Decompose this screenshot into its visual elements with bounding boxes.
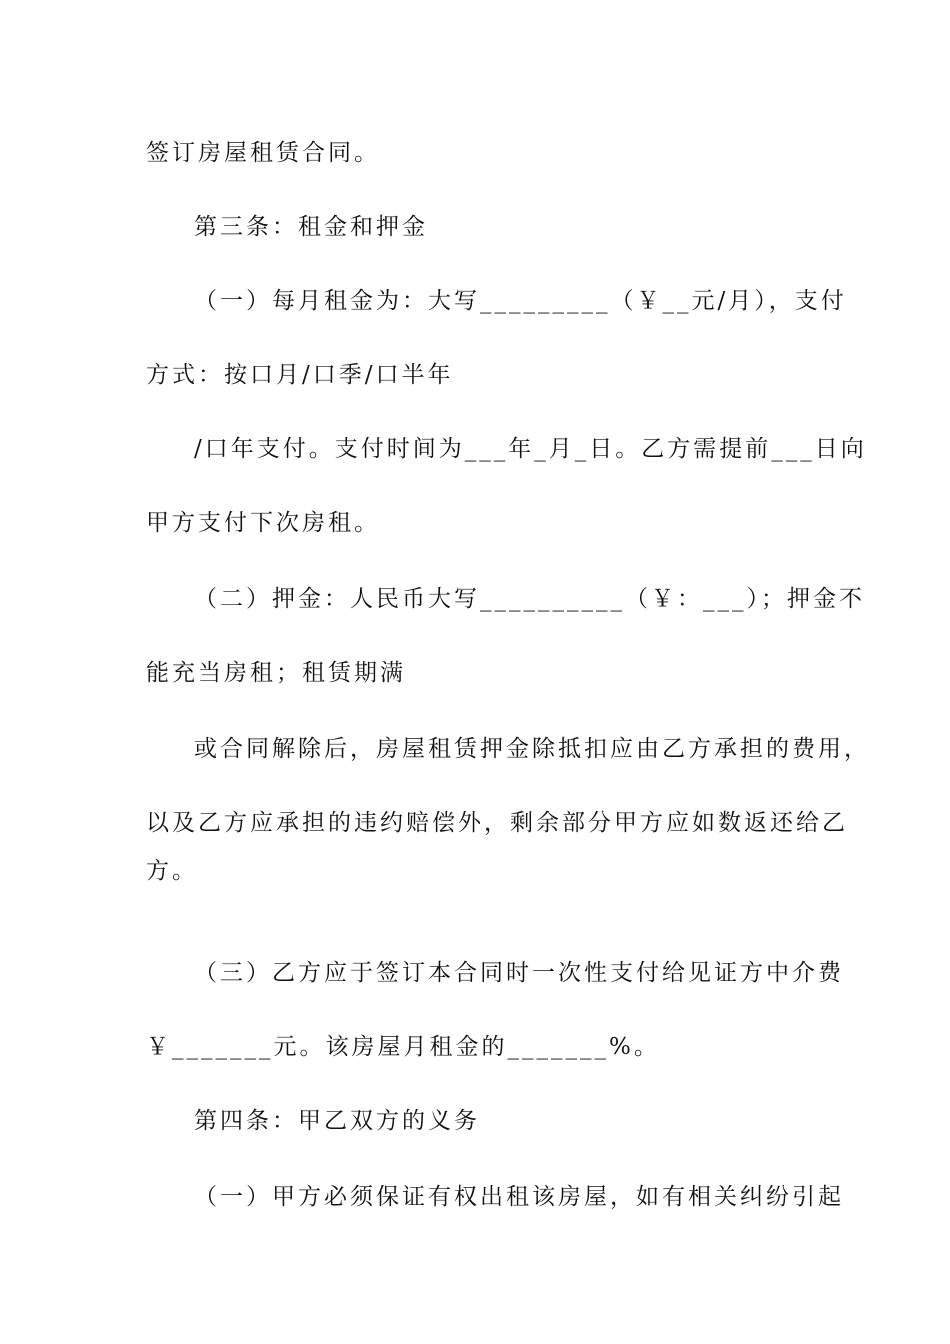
text-line: （二）押金：人民币大写__________（￥：___）；押金不 (194, 586, 865, 612)
text-line: （一）甲方必须保证有权出租该房屋，如有相关纠纷引起 (194, 1184, 844, 1210)
section-heading: 第三条：租金和押金 (194, 214, 428, 240)
text-line: /口年支付。支付时间为___年_月_日。乙方需提前___日向 (194, 436, 867, 462)
text-line: 方。 (146, 858, 198, 884)
text-line: 能充当房租；租赁期满 (146, 660, 406, 686)
text-line: 签订房屋租赁合同。 (146, 140, 380, 166)
text-line: （一）每月租金为：大写_________（￥__元/月），支付 (194, 288, 847, 314)
section-heading: 第四条：甲乙双方的义务 (194, 1108, 480, 1134)
text-line: 或合同解除后，房屋租赁押金除抵扣应由乙方承担的费用， (194, 736, 870, 762)
text-line: ￥_______元。该房屋月租金的_______%。 (146, 1034, 660, 1060)
text-line: （三）乙方应于签订本合同时一次性支付给见证方中介费 (194, 960, 844, 986)
text-line: 以及乙方应承担的违约赔偿外，剩余部分甲方应如数返还给乙 (146, 810, 848, 836)
text-line: 甲方支付下次房租。 (146, 510, 380, 536)
text-line: 方式：按口月/口季/口半年 (146, 362, 454, 388)
